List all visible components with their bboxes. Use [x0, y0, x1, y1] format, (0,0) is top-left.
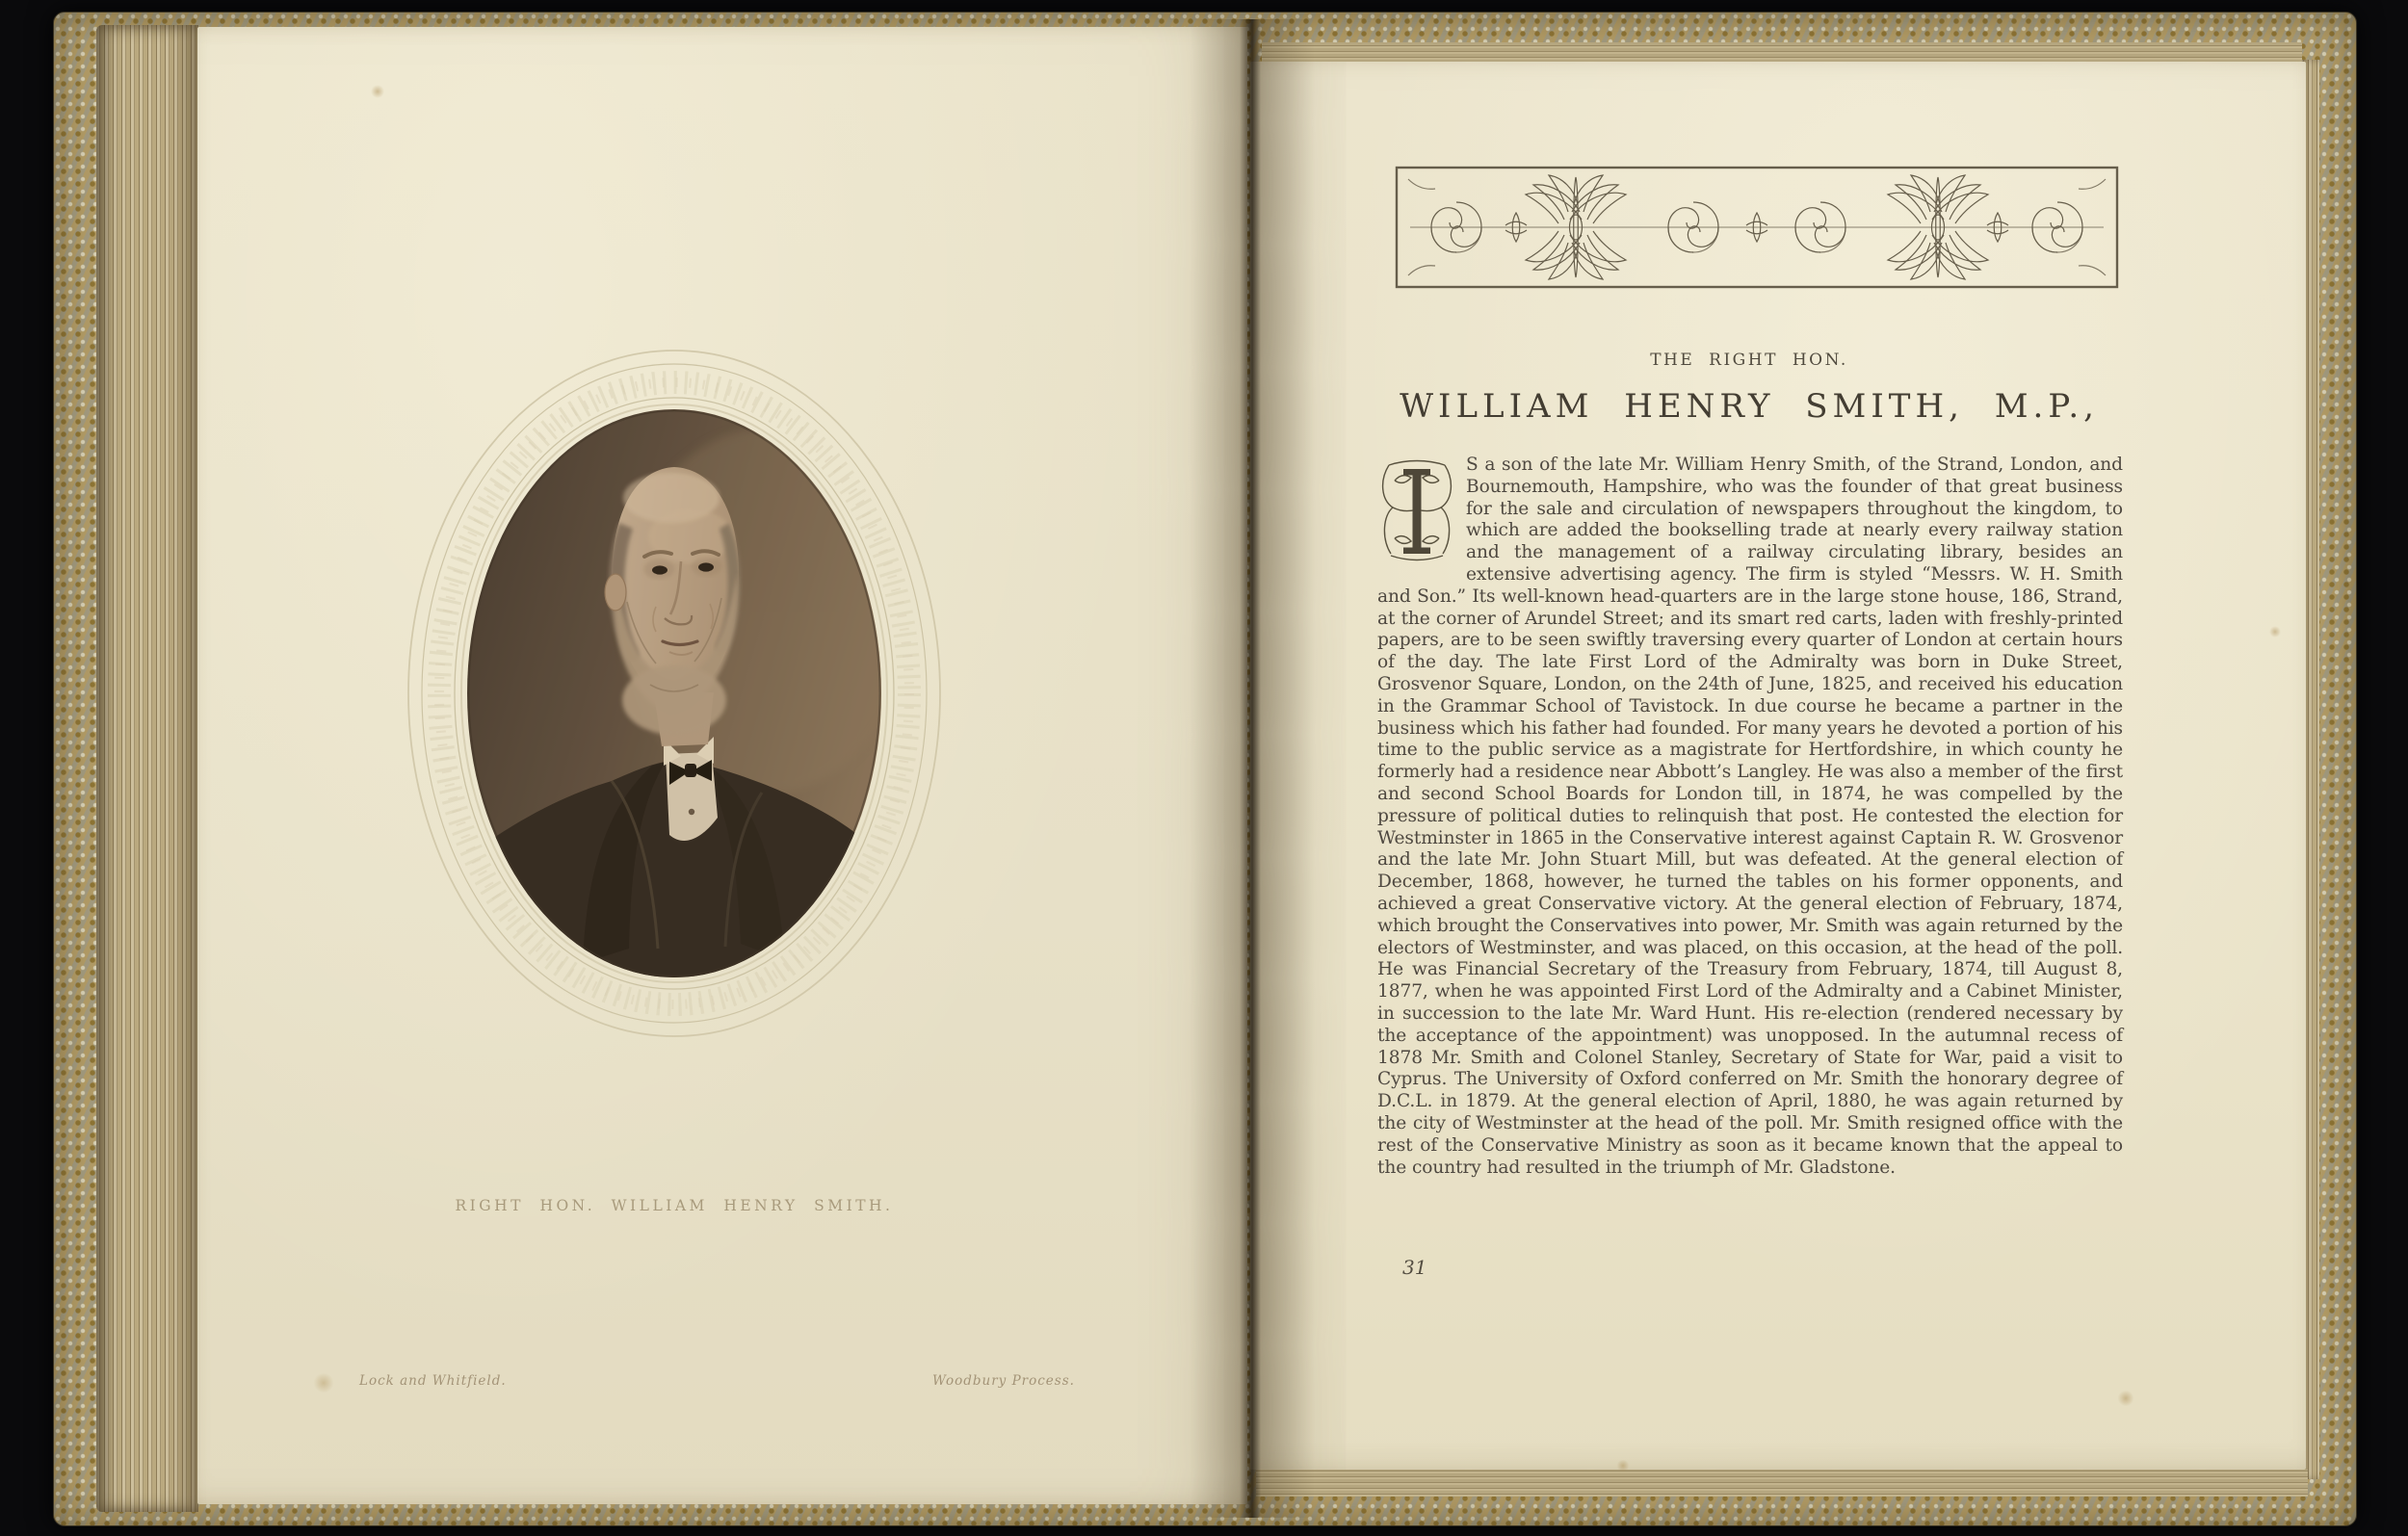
- page-edges-left: [96, 25, 198, 1512]
- foxing-spot: [313, 1373, 334, 1393]
- biography-kicker: THE RIGHT HON.: [1650, 351, 1848, 370]
- biography-body: [1377, 455, 2123, 1179]
- right-page-biography: [1250, 62, 2306, 1470]
- foxing-spot: [2269, 626, 2281, 638]
- process-credit: Woodbury Process.: [932, 1373, 1075, 1389]
- page-number: 31: [1402, 1256, 1427, 1279]
- biography-title: WILLIAM HENRY SMITH, M.P.,: [1400, 387, 2099, 426]
- page-edges-bottom-right: [1256, 1470, 2308, 1497]
- portrait-photo: [467, 409, 881, 977]
- photographer-credit: Lock and Whitfield.: [359, 1373, 507, 1389]
- left-page-portrait-plate: [197, 27, 1247, 1504]
- foxing-spot: [2117, 1391, 2134, 1406]
- foxing-spot: [371, 85, 384, 98]
- drop-cap-initial-I: [1377, 457, 1456, 565]
- headpiece-ornament: [1395, 166, 2119, 289]
- biography-text: S a son of the late Mr. William Henry Smith, of the Strand, London, and Bournemouth, Hampshire, who was the founder of that great business for the sale and circulation of newspapers throughout the kingdom, to which are added the bookselling trade at nearly every railway station and the management of a railway circulating library, besides an extensive advertising agency. The firm is styled “Messrs. W. H. Smith and Son.” Its well-known head-quarters are in the large stone house, 186, Strand, at the corner of Arundel Street; and its smart red carts, laden with freshly-printed papers, are to be seen swiftly traversing every quarter of London at certain hours of the day. The late First Lord of the Admiralty was born in Duke Street, Grosvenor Square, London, on the 24th of June, 1825, and received his education in the Grammar School of Tavistock. In due course he became a partner in the business which his father had founded. For many years he devoted a portion of his time to the public service as a magistrate for Hertfordshire, in which county he formerly had a residence near Abbott’s Langley. He was also a member of the first and second School Boards for London till, in 1874, he was compelled by the pressure of political duties to relinquish that post. He contested the election for Westminster in 1865 in the Conservative interest against Captain R. W. Grosvenor and the late Mr. John Stuart Mill, but was defeated. At the general election of December, 1868, however, he turned the tables on his former opponents, and achieved a great Conservative victory. At the general election of February, 1874, which brought the Conservatives into power, Mr. Smith was again returned by the electors of Westminster, and was placed, on this occasion, at the head of the poll. He was Financial Secretary of the Treasury from February, 1874, till August 8, 1877, when he was appointed First Lord of the Admiralty and a Cabinet Minister, in succession to the late Mr. Ward Hunt. His re-election (rendered necessary by the acceptance of the appointment) was unopposed. In the autumnal recess of 1878 Mr. Smith and Colonel Stanley, Secretary of State for War, paid a visit to Cyprus. The University of Oxford conferred on Mr. Smith the honorary degree of D.C.L. in 1879. At the general election of April, 1880, he was again returned by the city of Westminster at the head of the poll. Mr. Smith resigned office with the rest of the Conservative Ministry as soon as it became known that the appeal to the country had resulted in the triumph of Mr. Gladstone.: [1377, 455, 2123, 1178]
- portrait-caption: RIGHT HON. WILLIAM HENRY SMITH.: [455, 1197, 894, 1214]
